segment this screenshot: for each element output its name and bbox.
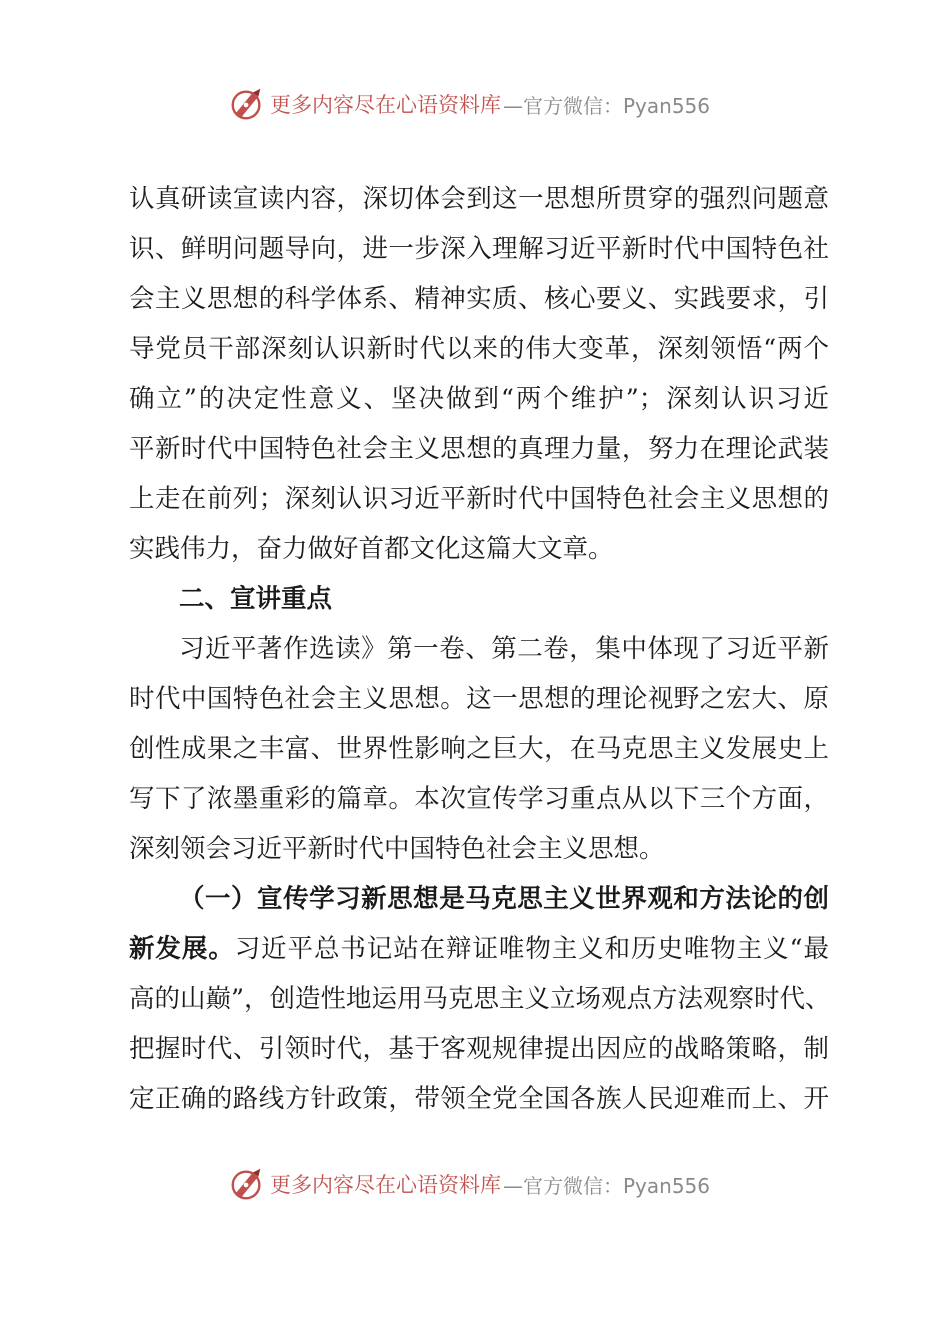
paragraph-line: 识、鲜明问题导向，进一步深入理解习近平新时代中国特色社 xyxy=(129,234,829,264)
paragraph-line: 上走在前列；深刻认识习近平新时代中国特色社会主义思想的 xyxy=(129,484,829,514)
paragraph-line: 高的山巅”，创造性地运用马克思主义立场观点方法观察时代、 xyxy=(129,984,831,1014)
paragraph-line: 实践伟力，奋力做好首都文化这篇大文章。 xyxy=(129,534,614,564)
banner-wechat-text: —官方微信：Pyan556 xyxy=(503,1173,711,1198)
paragraph-line: 确立”的决定性意义、坚决做到“两个维护”；深刻认识习近 xyxy=(129,384,829,414)
paragraph-line: 创性成果之丰富、世界性影响之巨大，在马克思主义发展史上 xyxy=(129,734,829,764)
paragraph-line: 习近平著作选读》第一卷、第二卷，集中体现了习近平新 xyxy=(179,634,829,664)
banner-wechat-text: —官方微信：Pyan556 xyxy=(503,93,711,118)
paragraph-text: 习近平总书记站在辩证唯物主义和历史唯物主义“最 xyxy=(234,934,829,964)
banner-brand-text: 更多内容尽在心语资料库 xyxy=(270,1173,501,1197)
paragraph-line: 认真研读宣读内容，深切体会到这一思想所贯穿的强烈问题意 xyxy=(129,184,829,214)
paragraph-line: 定正确的路线方针政策，带领全党全国各族人民迎难而上、开 xyxy=(129,1084,829,1114)
pen-nib-logo-icon xyxy=(228,1165,266,1203)
paragraph-line: 平新时代中国特色社会主义思想的真理力量，努力在理论武装 xyxy=(129,434,829,464)
paragraph-line: 导党员干部深刻认识新时代以来的伟大变革，深刻领悟“两个 xyxy=(129,334,829,364)
footer-banner xyxy=(228,1164,710,1204)
paragraph-line: 时代中国特色社会主义思想。这一思想的理论视野之宏大、原 xyxy=(129,684,829,714)
banner-brand-text: 更多内容尽在心语资料库 xyxy=(270,93,501,117)
paragraph-line: 把握时代、引领时代，基于客观规律提出因应的战略策略，制 xyxy=(129,1034,829,1064)
paragraph-line: 深刻领会习近平新时代中国特色社会主义思想。 xyxy=(129,834,665,864)
paragraph-line: 写下了浓墨重彩的篇章。本次宣传学习重点从以下三个方面， xyxy=(129,784,829,814)
paragraph-line xyxy=(129,924,829,974)
pen-nib-logo-icon xyxy=(228,85,266,123)
section-heading: 二、宣讲重点 xyxy=(179,584,333,614)
header-banner xyxy=(228,84,710,124)
subsection-heading-end: 新发展。 xyxy=(129,934,235,964)
paragraph-line: 会主义思想的科学体系、精神实质、核心要义、实践要求，引 xyxy=(129,284,829,314)
document-body xyxy=(129,174,829,1124)
subsection-heading: （一）宣传学习新思想是马克思主义世界观和方法论的创 xyxy=(179,884,829,914)
